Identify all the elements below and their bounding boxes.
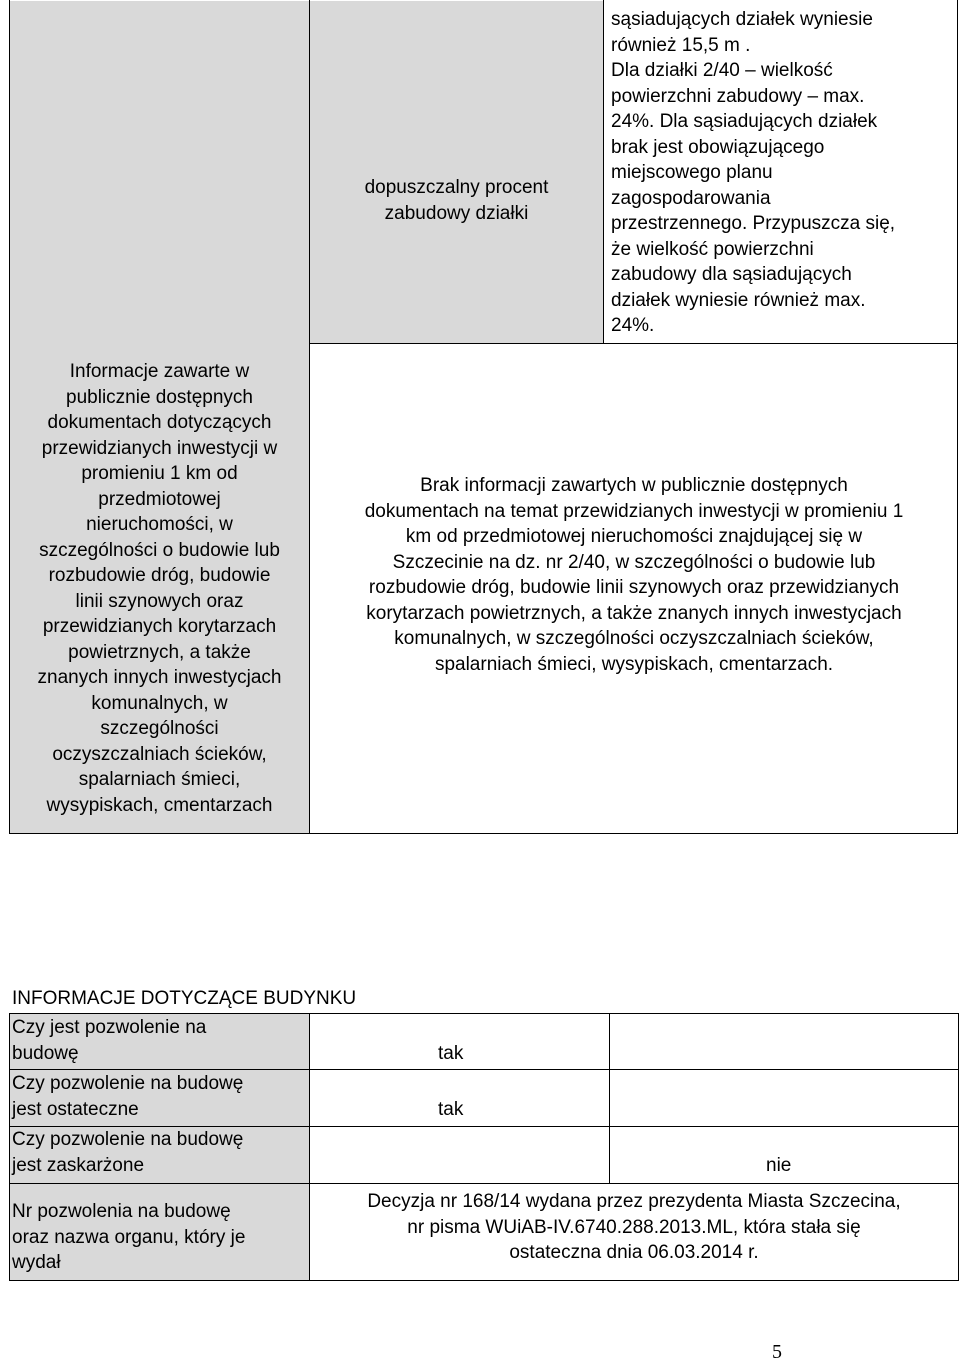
permit-number-label: Nr pozwolenia na budowę oraz nazwa organu, który je wydał bbox=[12, 1201, 246, 1273]
page-number: 5 bbox=[772, 1341, 782, 1363]
planned-investments-value: Brak informacji zawartych w publicznie dostępnych dokumentach na temat przewidzianych inwestycji w promieniu 1 km od przedmiotowej nieruchomości znajdującej się w Szczecinie na dz. nr 2/40, w szczególności o budowie lub rozbudowie dróg, budowie linii szynowych oraz przewidzianych korytarzach powietrznych, a także znanych innych inwestycjach komunalnych, w szczególności oczyszczalniach ścieków, spalarniach śmieci, wysypiskach, cmentarzach. bbox=[364, 475, 904, 675]
permit-exists-label: Czy jest pozwolenie na budowę bbox=[12, 1017, 207, 1064]
planned-investments-label: Informacje zawarte w publicznie dostępnych dokumentach dotyczących przewidzianych inwestycji w promieniu 1 km od przedmiotowej nieruchomości, w szczególności o budowie lub rozbudowie dróg, budowie linii szynowych oraz przewidzianych korytarzach powietrznych, a także znanych innych inwestycjach komunalnych, w szczególności oczyszczalniach ścieków, spalarniach śmieci, wysypiskach, cmentarzach bbox=[37, 361, 282, 816]
building-section-heading: INFORMACJE DOTYCZĄCE BUDYNKU bbox=[12, 988, 357, 1009]
permit-exists-value: tak bbox=[438, 1043, 464, 1064]
coverage-percentage-label: dopuszczalny procent zabudowy działki bbox=[364, 177, 549, 224]
permit-appealed-label: Czy pozwolenie na budowę jest zaskarżone bbox=[12, 1129, 244, 1176]
permit-final-value: tak bbox=[438, 1099, 464, 1120]
permit-number-value: Decyzja nr 168/14 wydana przez prezydenta Miasta Szczecina, nr pisma WUiAB-IV.6740.288.2013.ML, która stała się ostateczna dnia 06.03.2014 r. bbox=[367, 1191, 901, 1263]
coverage-percentage-value: sąsiadujących działek wyniesie również 15,5 m . Dla działki 2/40 – wielkość powierzchni zabudowy – max. 24%. Dla sąsiadujących działek brak jest obowiązującego miejscowego planu zagospodarowania przestrzennego. Przypuszcza się, że wielkość powierzchni zabudowy dla sąsiadujących działek wyniesie również max. 24%. bbox=[611, 9, 896, 336]
permit-appealed-value: nie bbox=[766, 1155, 792, 1176]
permit-final-label: Czy pozwolenie na budowę jest ostateczne bbox=[12, 1073, 244, 1120]
label-cell-bg-col2 bbox=[310, 1, 603, 343]
